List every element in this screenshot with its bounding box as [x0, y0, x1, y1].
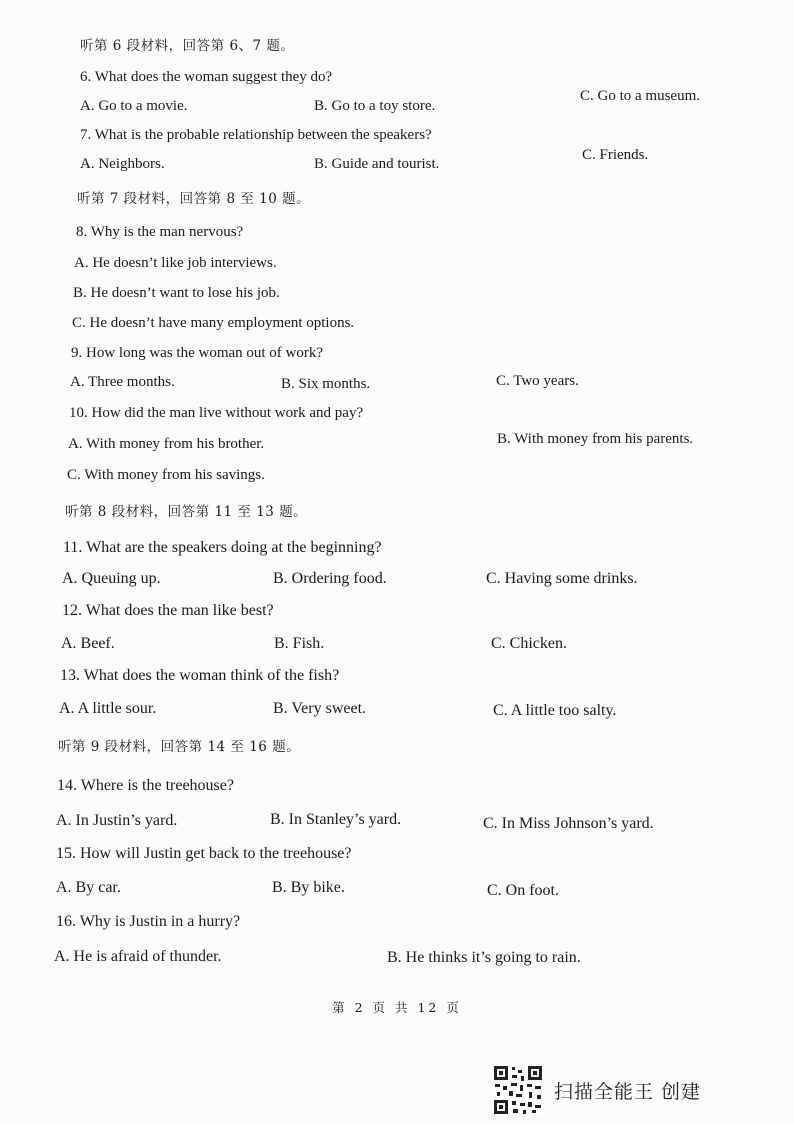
- question-text: 12. What does the man like best?: [62, 602, 274, 619]
- watermark-text: 扫描全能王 创建: [554, 1080, 702, 1103]
- question-text: 14. Where is the treehouse?: [57, 777, 234, 794]
- option-c: C. He doesn’t have many employment options.: [72, 315, 355, 331]
- question-text: 9. How long was the woman out of work?: [71, 345, 324, 361]
- option-b: B. Go to a toy store.: [314, 98, 436, 114]
- question-text: 10. How did the man live without work and pay?: [69, 405, 364, 421]
- qr-code-icon: [492, 1064, 544, 1116]
- option-c: C. Friends.: [582, 147, 649, 163]
- scanner-watermark: [492, 1064, 701, 1116]
- option-a: A. A little sour.: [59, 700, 157, 717]
- section-heading: 听第 9 段材料，回答第 14 至 16 题。: [58, 739, 301, 755]
- option-b: B. He thinks it’s going to rain.: [387, 949, 581, 966]
- question-text: 11. What are the speakers doing at the beginning?: [63, 539, 382, 556]
- option-c: C. Two years.: [496, 373, 579, 389]
- option-b: B. Ordering food.: [273, 570, 387, 587]
- option-c: C. With money from his savings.: [67, 467, 265, 483]
- option-a: A. Beef.: [61, 635, 115, 652]
- option-b: B. Six months.: [281, 376, 371, 392]
- question-text: 8. Why is the man nervous?: [76, 224, 244, 240]
- option-a: A. With money from his brother.: [68, 436, 265, 452]
- question-text: 15. How will Justin get back to the treehouse?: [56, 845, 352, 862]
- option-c: C. A little too salty.: [493, 702, 617, 719]
- section-heading: 听第 8 段材料，回答第 11 至 13 题。: [65, 504, 308, 520]
- option-a: A. He is afraid of thunder.: [54, 948, 222, 965]
- option-a: A. By car.: [56, 879, 121, 896]
- option-c: C. Go to a museum.: [580, 88, 700, 104]
- option-c: C. Chicken.: [491, 635, 567, 652]
- option-a: A. He doesn’t like job interviews.: [74, 255, 277, 271]
- question-text: 13. What does the woman think of the fish?: [60, 667, 340, 684]
- section-heading: 听第 6 段材料，回答第 6、7 题。: [80, 38, 295, 54]
- option-b: B. Very sweet.: [273, 700, 367, 717]
- option-b: B. With money from his parents.: [497, 431, 694, 447]
- option-b: B. Guide and tourist.: [314, 156, 440, 172]
- option-a: A. In Justin’s yard.: [56, 812, 178, 829]
- option-b: B. By bike.: [272, 879, 345, 896]
- question-text: 16. Why is Justin in a hurry?: [56, 913, 241, 930]
- option-a: A. Neighbors.: [80, 156, 165, 172]
- option-b: B. He doesn’t want to lose his job.: [73, 285, 280, 301]
- option-a: A. Three months.: [70, 374, 175, 390]
- question-text: 7. What is the probable relationship between the speakers?: [80, 127, 432, 143]
- section-heading: 听第 7 段材料，回答第 8 至 10 题。: [77, 191, 311, 207]
- option-c: C. On foot.: [487, 882, 559, 899]
- question-text: 6. What does the woman suggest they do?: [80, 69, 333, 85]
- option-c: C. Having some drinks.: [486, 570, 638, 587]
- option-b: B. In Stanley’s yard.: [270, 811, 402, 828]
- option-b: B. Fish.: [274, 635, 325, 652]
- page-number: 第 2 页 共 12 页: [332, 1000, 462, 1015]
- option-a: A. Queuing up.: [62, 570, 161, 587]
- option-c: C. In Miss Johnson’s yard.: [483, 815, 654, 832]
- option-a: A. Go to a movie.: [80, 98, 188, 114]
